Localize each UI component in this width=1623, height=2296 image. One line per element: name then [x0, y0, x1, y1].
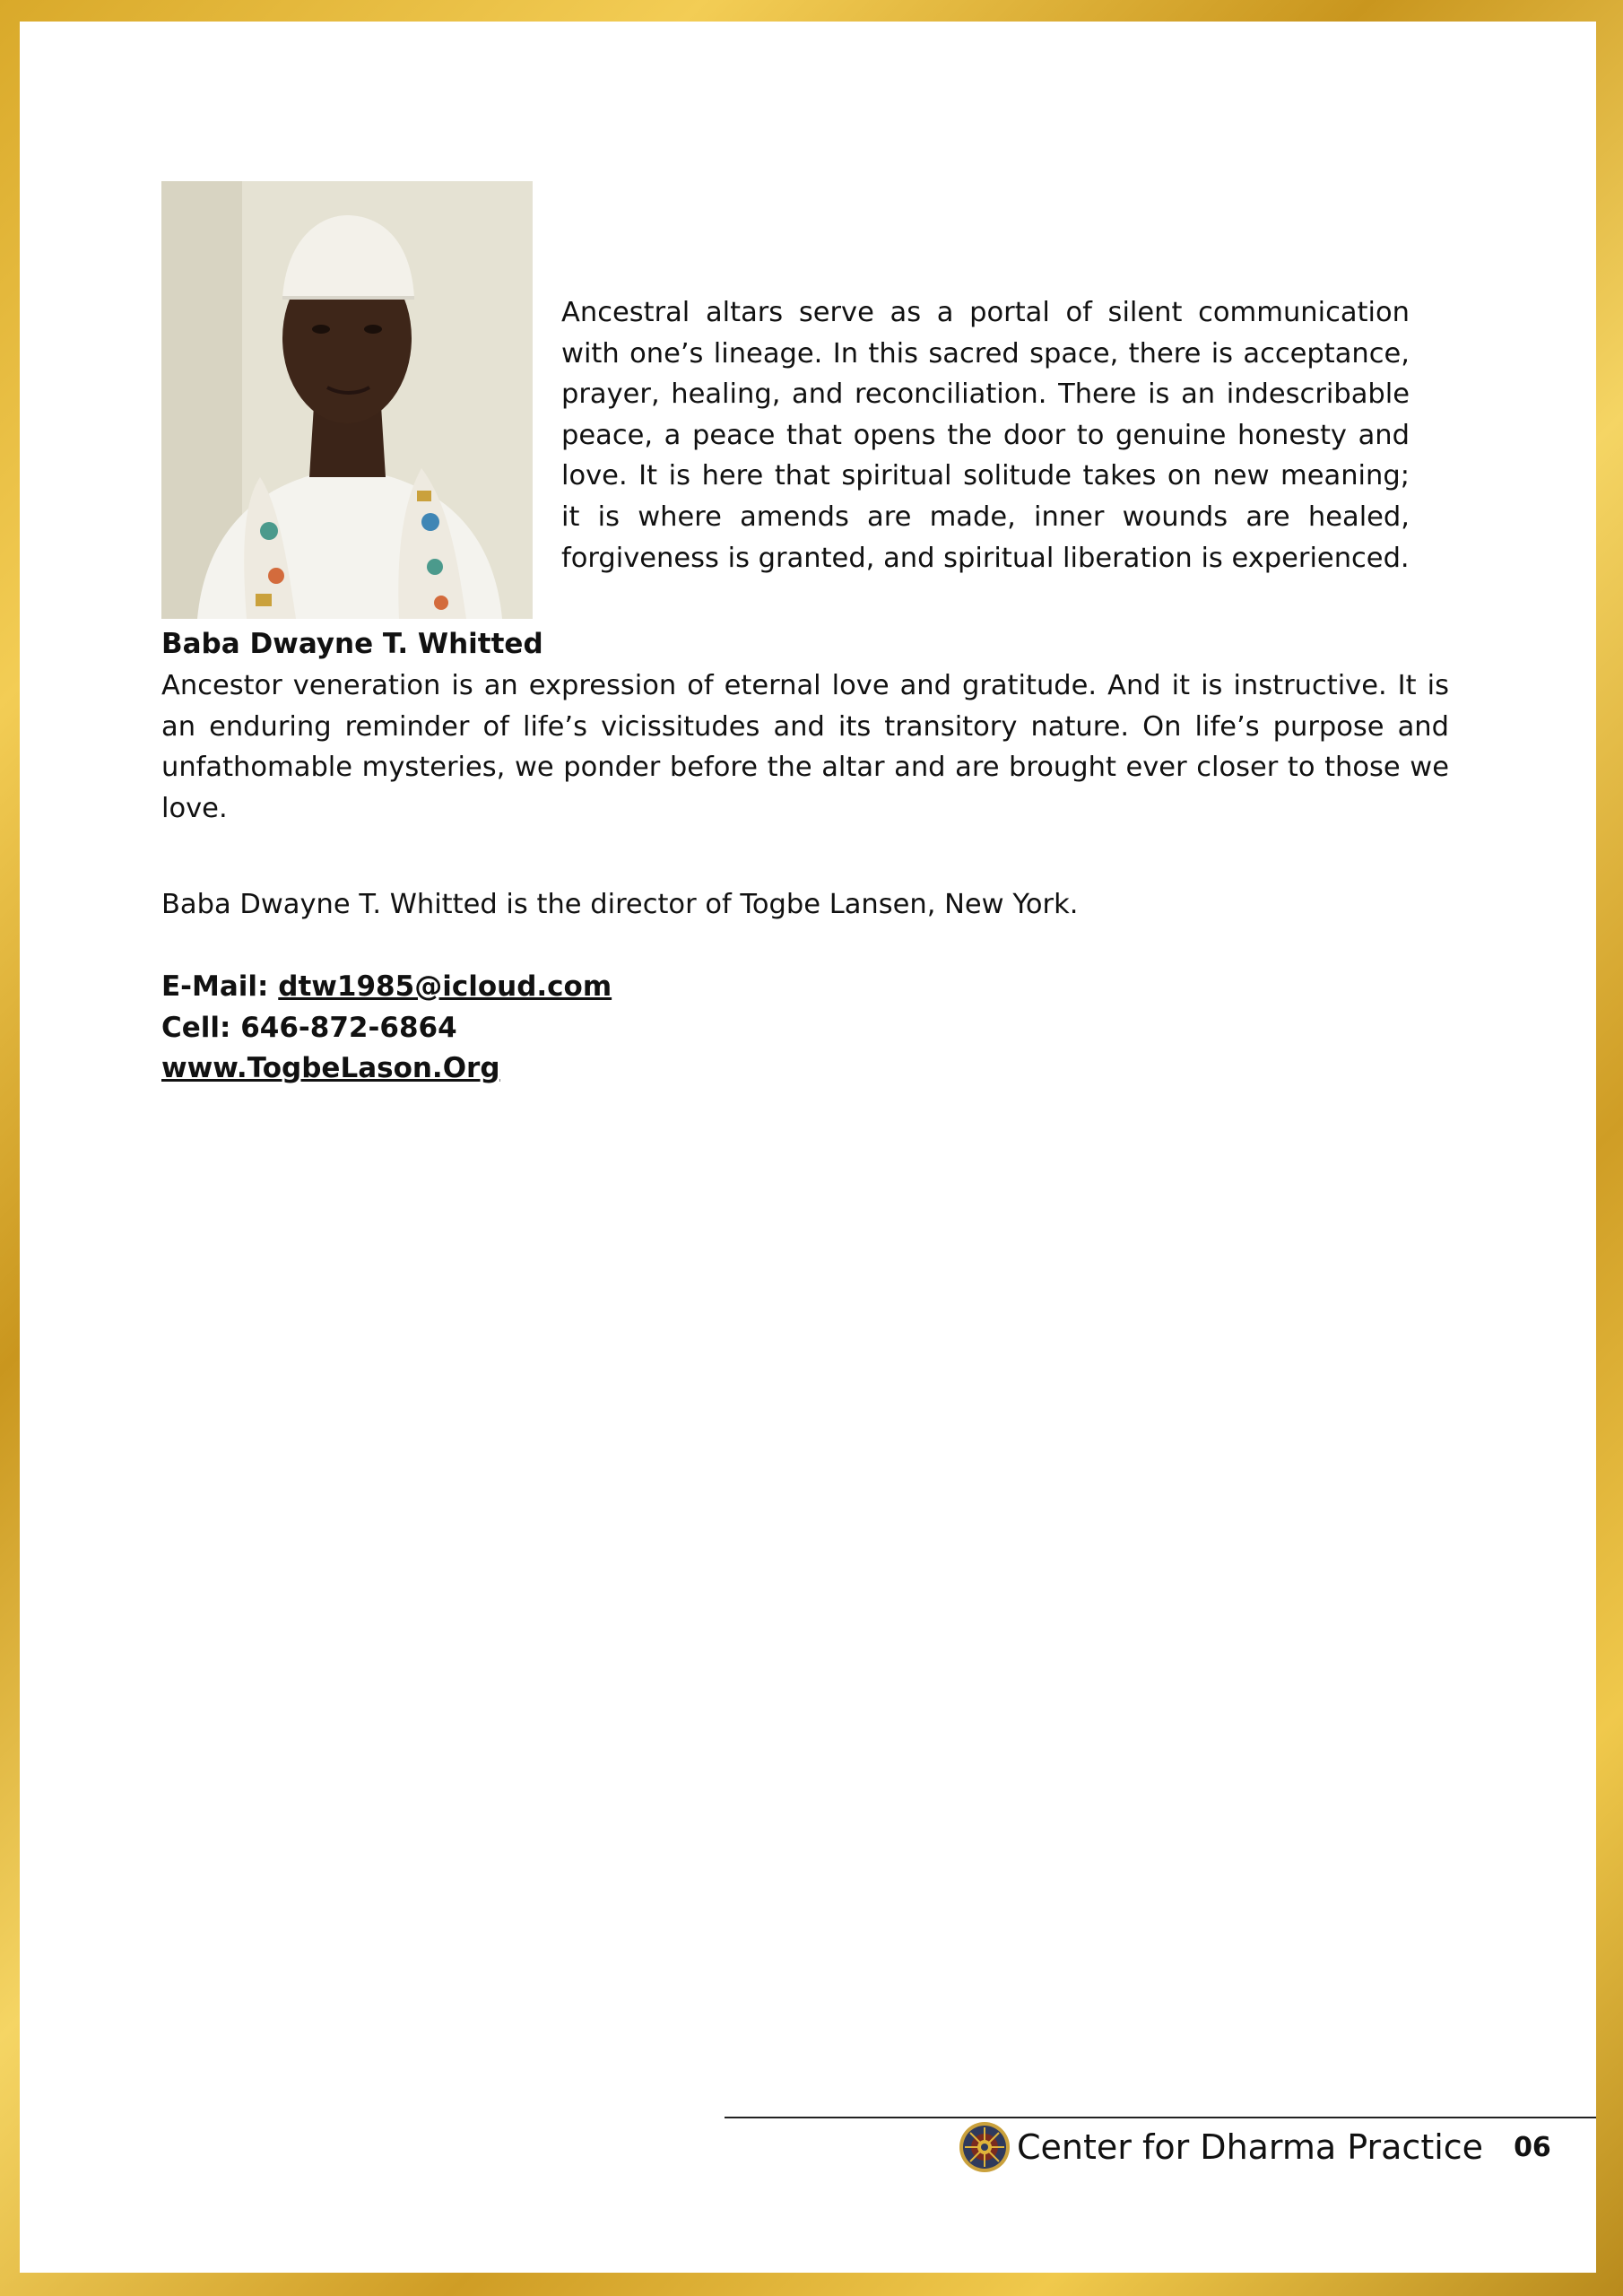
article-main-paragraph: Ancestor veneration is an expression of eternal love and gratitude. And it is instructive. It is an enduring reminder of life’s vicissitudes and its transitory nature. On life’s purpose and unfathomable mysteries, we ponder before the altar and are brought ever closer to those we love. — [161, 670, 1449, 824]
page-footer — [958, 2118, 1551, 2176]
contact-block — [161, 967, 612, 1090]
website-link[interactable]: www.TogbeLason.Org — [161, 1052, 500, 1085]
cell-line: Cell: 646-872-6864 — [161, 1011, 457, 1044]
document-page — [20, 22, 1596, 2273]
email-link[interactable]: dtw1985@icloud.com — [278, 970, 612, 1003]
author-photo — [161, 181, 533, 619]
article-side-paragraph: Ancestral altars serve as a portal of silent communication with one’s lineage. In this sacred space, there is acceptance, prayer, healing, and reconciliation. There is an indescribable peace, a peace that opens the door to genuine honesty and love. It is here that spiritual solitude takes on new meaning; it is where amends are made, inner wounds are healed, forgiveness is granted, and spiritual liberation is experienced. — [561, 297, 1410, 574]
photo-caption: Baba Dwayne T. Whitted — [161, 628, 543, 660]
email-line — [161, 967, 612, 1008]
page-number: 06 — [1514, 2131, 1551, 2163]
footer-title: Center for Dharma Practice — [1017, 2127, 1484, 2167]
author-bio: Baba Dwayne T. Whitted is the director of Togbe Lansen, New York. — [161, 889, 1079, 920]
email-label: E-Mail: — [161, 970, 269, 1003]
dharma-center-logo-icon — [958, 2120, 1011, 2174]
